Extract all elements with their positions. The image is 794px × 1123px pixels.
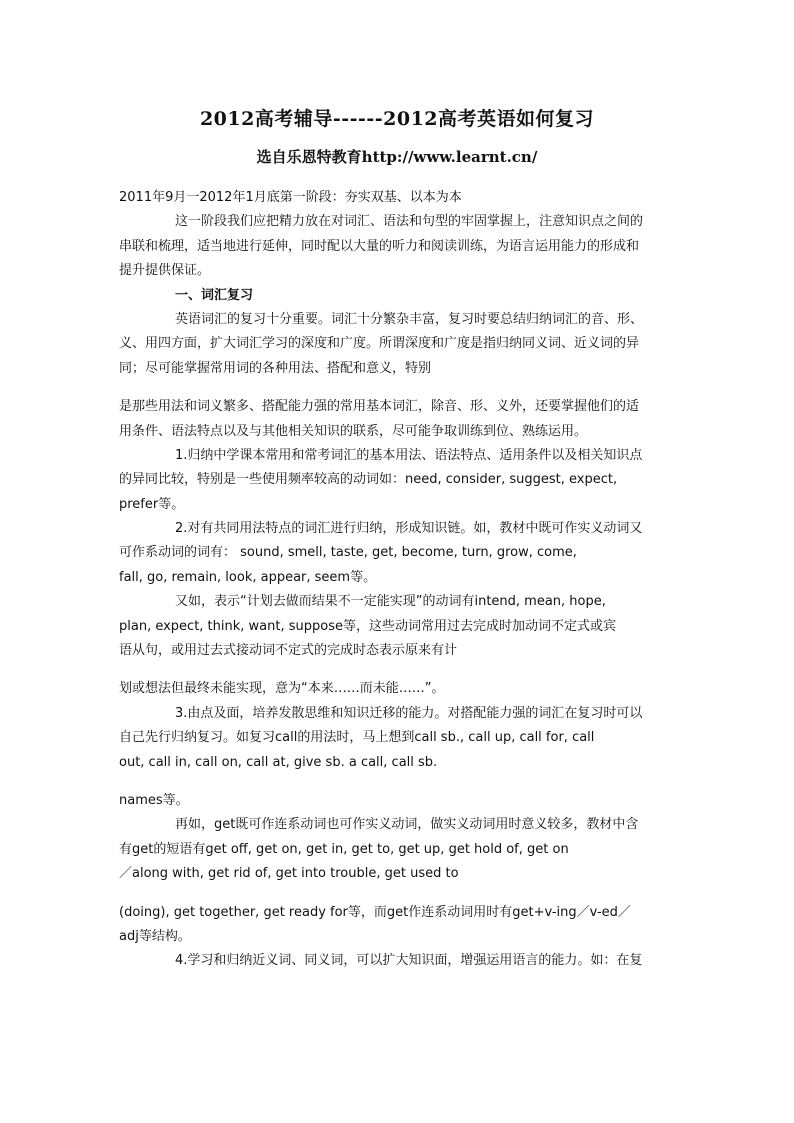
text-line: 提升提供保证。	[119, 263, 211, 279]
document-body	[119, 186, 699, 974]
text-line: 英语词汇的复习十分重要。词汇十分繁杂丰富，复习时要总结归纳词汇的音、形、	[175, 311, 644, 327]
text-line: 的异同比较，特别是一些使用频率较高的动词如：need, consider, suggest, expect,	[119, 472, 618, 488]
paragraph-gap	[119, 775, 699, 789]
text-line: 2011年9月一2012年1月底第一阶段：夯实双基、以本为本	[119, 190, 462, 205]
document-subtitle: 选自乐恩特教育http://www.learnt.cn/	[256, 148, 538, 166]
text-line: (doing), get together, get ready for等，而get作连系动词用时有get+v-ing／v-ed／	[119, 904, 631, 920]
paragraph-gap	[119, 887, 699, 901]
text-line: 是那些用法和词义繁多、搭配能力强的常用基本词汇，除音、形、义外，还要掌握他们的适	[119, 399, 640, 415]
text-line: 自己先行归纳复习。如复习call的用法时，马上想到call sb., call up, call for, call	[119, 730, 595, 746]
text-line: 3.由点及面，培养发散思维和知识迁移的能力。对搭配能力强的词汇在复习时可以	[175, 705, 643, 721]
text-line: ／along with, get rid of, get into trouble, get used to	[119, 866, 459, 882]
text-line: 可作系动词的词有： sound, smell, taste, get, become, turn, grow, come,	[119, 545, 577, 561]
section-heading: 一、词汇复习	[175, 287, 254, 303]
text-line: out, call in, call on, call at, give sb. a call, call sb.	[119, 754, 438, 770]
text-line: 又如，表示“计划去做而结果不一定能实现”的动词有intend, mean, hope,	[175, 594, 606, 610]
text-line: adj等结构。	[119, 928, 191, 944]
text-line: 划或想法但最终未能实现，意为“本来……而未能……”。	[119, 681, 445, 697]
text-line: plan, expect, think, want, suppose等，这些动词常用过去完成时加动词不定式或宾	[119, 618, 616, 634]
text-line: 串联和梳理，适当地进行延伸，同时配以大量的听力和阅读训练，为语言运用能力的形成和	[119, 238, 640, 254]
text-line: 义、用四方面，扩大词汇学习的深度和广度。所谓深度和广度是指归纳同义词、近义词的异	[119, 336, 640, 352]
text-line: prefer等。	[119, 496, 185, 512]
text-line: 用条件、语法特点以及与其他相关知识的联系，尽可能争取训练到位、熟练运用。	[119, 423, 588, 439]
text-line: fall, go, remain, look, appear, seem等。	[119, 569, 377, 585]
text-line: 这一阶段我们应把精力放在对词汇、语法和句型的牢固掌握上，注意知识点之间的	[175, 214, 644, 230]
text-line: 有get的短语有get off, get on, get in, get to, get up, get hold of, get on	[119, 841, 569, 857]
text-line: 2.对有共同用法特点的词汇进行归纳，形成知识链。如，教材中既可作实义动词又	[175, 521, 643, 537]
text-line: 语从句，或用过去式接动词不定式的完成时态表示原来有计	[119, 643, 458, 659]
text-line: 4.学习和归纳近义词、同义词，可以扩大知识面，增强运用语言的能力。如：在复	[175, 953, 643, 969]
text-line: 同；尽可能掌握常用词的各种用法、搭配和意义，特别	[119, 360, 432, 376]
paragraph-gap	[119, 381, 699, 395]
text-line: 再如，get既可作连系动词也可作实义动词，做实义动词用时意义较多，教材中含	[175, 817, 639, 833]
text-line: 1.归纳中学课本常用和常考词汇的基本用法、语法特点、适用条件以及相关知识点	[175, 447, 643, 463]
text-line: names等。	[119, 792, 189, 808]
paragraph-gap	[119, 663, 699, 677]
document-title: 2012高考辅导------2012高考英语如何复习	[199, 108, 595, 130]
